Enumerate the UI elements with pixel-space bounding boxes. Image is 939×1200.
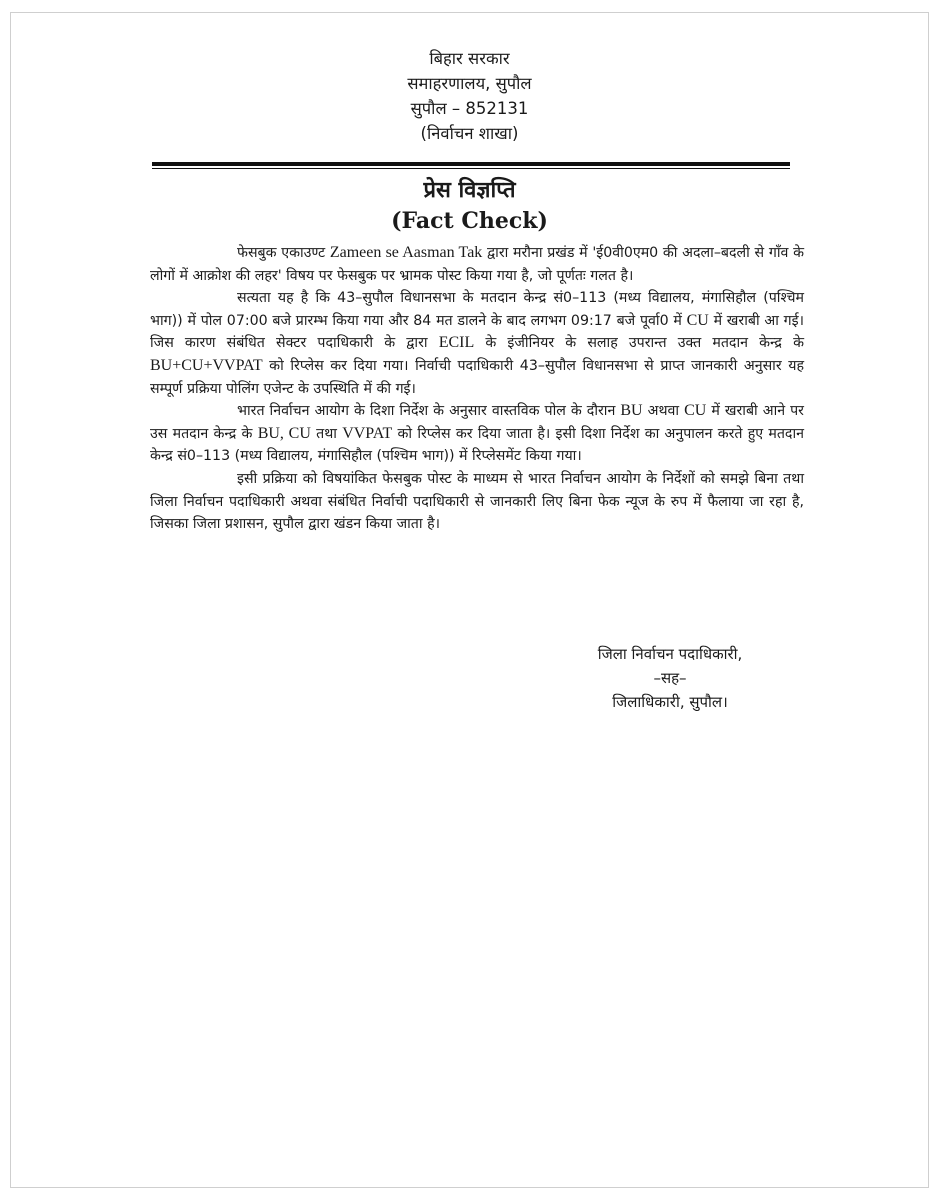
p2-term: BU+CU+VVPAT [150,356,263,374]
p3-term: BU, CU [257,424,311,442]
header-divider-thick [152,162,790,166]
press-release-title: प्रेस विज्ञप्ति [423,178,516,203]
p3-text: तथा [310,425,343,442]
signatory-title: जिला निर्वाचन पदाधिकारी, [597,645,743,663]
p3-text: अथवा [642,403,685,420]
p2-text: में खराबी आ गई। जिस कारण संबंधित सेक्टर पदाधिकारी के द्वारा [150,312,804,352]
paragraph-3 [150,400,804,468]
p1-text: द्वारा मरौना प्रखंड में 'ई0वी0एम0 की अदला–बदली से गाँव के लोगों में आक्रोश की लहर' विषय पर फेसबुक पर भ्रामक पोस्ट किया गया है, जो पूर्णतः गलत है। [150,245,804,284]
p2-term: ECIL [438,334,475,352]
p1-account-name: Zameen se Aasman Tak [329,244,483,261]
paragraph-1 [150,242,804,287]
p3-text: में खराबी आने पर उस मतदान केन्द्र के [150,403,804,442]
p2-text: के इंजीनियर के सलाह उपरान्त उक्त मतदान केन्द्र के [474,335,804,352]
p2-text: को रिप्लेस कर दिया गया। निर्वाची पदाधिकारी 43–सुपौल विधानसभा से प्राप्त जानकारी अनुसार यह सम्पूर्ण प्रक्रिया पोलिंग एजेन्ट के उपस्थिति में की गई। [150,357,804,397]
signature-block [560,642,780,714]
p3-term: BU [620,402,643,420]
paragraph-2 [150,287,804,400]
p3-text: को रिप्लेस कर दिया जाता है। इसी दिशा निर्देश का अनुपालन करते हुए मतदान केन्द्र सं0–113 (मध्य विद्यालय, मंगासिहौल (पश्चिम भाग)) में रिप्लेसमेंट किया गया। [150,425,804,465]
office-address: सुपौल – 852131 [410,99,529,118]
p3-term: CU [684,402,707,420]
p4-text: इसी प्रक्रिया को विषयांकित फेसबुक पोस्ट के माध्यम से भारत निर्वाचन आयोग के निर्देशों को समझे बिना तथा जिला निर्वाचन पदाधिकारी अथवा संबंधित निर्वाची पदाधिकारी से जानकारी लिए बिना फेक न्यूज के रुप में फैलाया जा रहा है, जिसका जिला प्रशासन, सुपौल द्वारा खंडन किया जाता है। [150,470,804,533]
fact-check-title: (Fact Check) [391,208,548,234]
p2-text: सत्यता यह है कि 43–सुपौल विधानसभा के मतदान केन्द्र सं0–113 (मध्य विद्यालय, मंगासिहौल (पश्चिम भाग)) में पोल 07:00 बजे प्रारम्भ किया गया और 84 मत डालने के बाद लगभग 09:17 बजे पूर्वा0 में [150,290,804,329]
department-name: (निर्वाचन शाखा) [420,124,519,143]
letterhead [0,46,939,146]
signatory-designation: जिलाधिकारी, सुपौल। [612,693,728,711]
govt-name: बिहार सरकार [429,49,510,68]
p2-term: CU [686,311,709,329]
signatory-cum: –सह– [653,669,687,687]
paragraph-4 [150,468,804,536]
p1-text: फेसबुक एकाउण्ट [237,245,330,261]
p3-text: भारत निर्वाचन आयोग के दिशा निर्देश के अनुसार वास्तविक पोल के दौरान [237,403,621,420]
p3-term: VVPAT [342,424,393,442]
header-divider-thin [152,168,790,169]
document-body [150,242,804,536]
office-name: समाहरणालय, सुपौल [407,74,532,93]
